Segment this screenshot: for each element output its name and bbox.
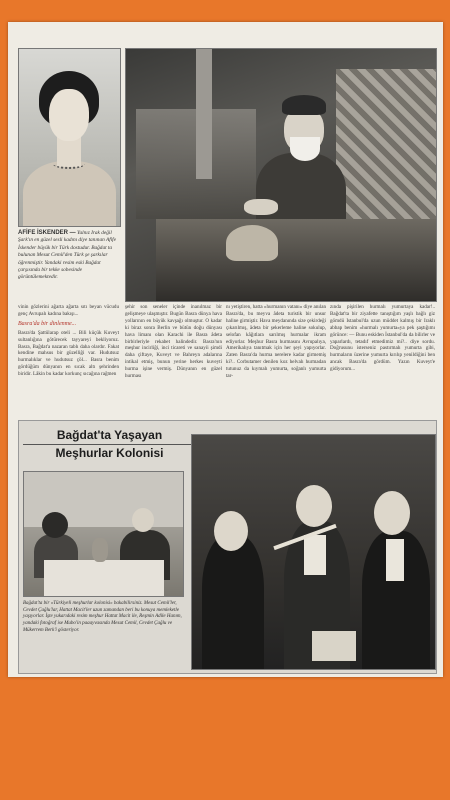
column-1-intro: vinin gözlerini ağarta ağarta sıtı beyan vücudu genç Avrupalı kadına bakışı... bbox=[18, 304, 119, 317]
background-surface bbox=[0, 677, 450, 800]
musician-left-head bbox=[214, 511, 248, 551]
sheet-music bbox=[312, 631, 356, 661]
merchant-hat bbox=[282, 95, 326, 115]
portrait-photo bbox=[18, 48, 121, 227]
article-column-3: nı yetiştiren, hatta «hurmanın vatanı» diye anılan Basra'da, bu meyva âdeta turistik bir unsur haline girmiştir. Hava meydanında size çekirdeği çıkarılmış, âdeta bir şekerleme haline sokulup, selofan kâğıtlara sarılmış hurmalar ikram ediyorlar. Meşhur Basra hurmasını Avrupalıya, Amerikalıya tanıtmak için her şeyi yapıyorlar. Zaten Basra'da hurma nerelere kadar girmemiş ki?.. Corbutamer denilen koz helvalı hurmadan tutunuz da kıymalı yumurta, soğanlı yumurta tar- bbox=[226, 304, 327, 380]
merchant-beard bbox=[290, 137, 320, 161]
article-column-4: zında pişirilen hurmalı yumurtaya kadar!.. Bağdat'ta bir ziyafette tanıştığım yaşlı bağlı giz gömdü Istanbul'da uzun müddet kalmış bir Iraklı abbap benim «hurmalı yumurta»ya pek şaştığımı görünce: — Bunu eskiden İstanbul'da da bilirler ve yaparlardı, tetadıf etmedimiz mi?.. diye sordu. Doğrusunu isterseniz pastırmalı yumurta gibi, hurmaların üzerine yumurta kırılıp yenildiğini ben ancak Basra'da gördüm. Yazın Kuveyt'e gidiyorum... bbox=[330, 304, 435, 373]
gathering-vase bbox=[92, 538, 108, 562]
portrait-necklace bbox=[53, 159, 85, 169]
merchant-hand bbox=[244, 199, 278, 215]
musician-center-shirt bbox=[304, 535, 326, 575]
portrait-face bbox=[49, 89, 89, 141]
portrait-shoulders bbox=[23, 161, 116, 227]
bazaar-photo bbox=[125, 48, 437, 302]
article-column-2: şehir son seneler içinde inanılmaz bir gelişmeye ulaşmıştır. Bugün Basra dünya hava yollarının en büyük kavşağı olmuştur. O kadar ki biraz sonra Berlin ve bütün doğu dünyası hava limanı olan Karachi ile Basra âdeta birbirleriyle rekabet halindedir. Basra'nın meşhur incirliği, inci ticareti ve sanayii şimdi daha çiftaye, Kuveyt ve Bahreyn adalarına intikal etmiş, bunun yerine herkes kuveyti hurma işine vermiş. Dünyanın en güzel hurması bbox=[125, 304, 222, 380]
bazaar-pillar bbox=[196, 49, 212, 179]
colony-section bbox=[18, 420, 437, 674]
woman-head bbox=[42, 512, 68, 538]
gathering-photo bbox=[23, 471, 184, 597]
caption-text: Yalnız Irak değil Şark'ın en güzel sesli kadını diye tanınan Afife İskender büyük bir Türk dostudur. Bağdat ta bulunan Mesut Cemil'den Türk şe şarkılar öğrenmiştir. Yandaki resim eski Bağdat çarşısında bir tekke sobesinde görüntülemektedir. bbox=[18, 230, 116, 281]
top-photo-caption bbox=[18, 230, 119, 282]
section-title-line-1: Bağdat'ta Yaşayan bbox=[56, 428, 163, 442]
bazaar-basket bbox=[226, 225, 278, 261]
bazaar-counter bbox=[156, 219, 436, 301]
caption-name: AFİFE İSKENDER — bbox=[18, 230, 76, 236]
man-head bbox=[132, 508, 154, 532]
musician-right-head bbox=[374, 491, 410, 535]
column-1-body: Basra'da Şattülarap oteli ... Bili küçük Kuveyt sultanlığına götürecek tayyareyi bekliyoruz. Basra, Bağdat'a nazaran tablı daha olardır. Fakat kendine mahsus bir güzelliği var. Hudutsuz hurmalıklar ve hudutsuz çöl... Basra benim gördüğüm dünyanın en sıcak altı şehrinden biridir. Lâkin bu kadar korkunç sıcağına rağmen bbox=[18, 329, 119, 378]
musician-left-body bbox=[202, 535, 264, 669]
section-title-line-2: Meşhurlar Kolonisi bbox=[23, 444, 196, 462]
magazine-page bbox=[8, 22, 443, 677]
colony-caption: Bağdat'ta bir «Türkiyeli meşhurlar kolonisi» bakabilirsiniz. Mesut Cemil'ler, Cevdet Çağlu'lar, Hattat Macit'ler uzun zamandan beri bu konuya memleketle yaşıyorlar. İşte yukarıdaki resim meşhur Hattat Macit ile, Reşmin Adile Hanım, yandaki fotoğraf ise Mubo'in paaayvasında Mesut Cemil, Cevdet Çağlu ve Mükerrem Berk'i gösteriyor. bbox=[23, 601, 182, 633]
musician-center-head bbox=[296, 485, 332, 527]
gathering-table bbox=[44, 560, 164, 596]
section-subhead: Basra'da bir dinlenme... bbox=[18, 320, 77, 327]
musician-right-shirt bbox=[386, 539, 404, 581]
article-column-1 bbox=[18, 304, 119, 378]
section-title bbox=[23, 427, 196, 467]
musicians-photo bbox=[191, 434, 436, 670]
